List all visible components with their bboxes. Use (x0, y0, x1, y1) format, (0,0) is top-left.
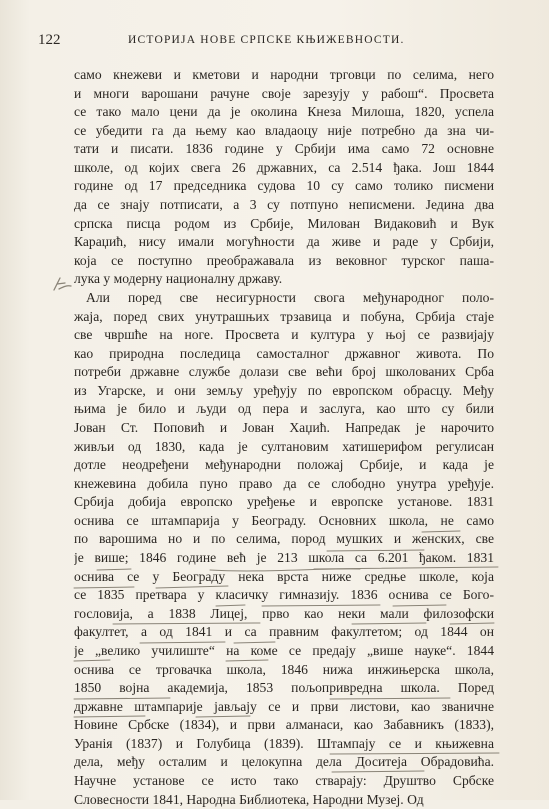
text-line: државне штампарије јављају се и први листови, као званичне (74, 698, 494, 714)
text-line: Али поред све несигурности свога међународног поло- (86, 289, 494, 305)
body-text (74, 66, 494, 809)
text-line: Јован Ст. Поповић и Јован Хаџић. Напредак је нарочито (74, 419, 494, 435)
text-line: Словесности 1841, Народна Библиотека, Народни Музеј. Од (74, 791, 424, 807)
text-line: и многи варошани рачуне своје зарезују у рабош“. Просвета (74, 85, 494, 101)
text-line: 1850 војна академија, 1853 пољопривредна школа. Поред (74, 680, 494, 696)
text-line: њима је било и људи од пера и заслуга, као што су били (74, 401, 494, 417)
text-line: кнежевина добила пуно право да се слободно унутра уређује. (74, 475, 494, 491)
text-line: гословија, а 1838 Лицеј, прво као неки мали филозофски (74, 605, 494, 621)
page-number: 122 (38, 32, 61, 48)
text-line: се убедити га да њему као владаоцу није потребно да зна чи- (74, 122, 494, 138)
text-line: оснива се у Београду нека врста ниже средње школе, која (74, 568, 494, 584)
text-line: Уранія (1837) и Голубица (1839). Штампају се и књижевна (74, 735, 494, 751)
text-line: Новине Србске (1834), и први алманаси, као Забавникъ (1833), (74, 717, 494, 733)
text-line: лука у модерну националну државу. (74, 271, 283, 287)
text-line: дотле неодређени међународни положај Србије, и када је (74, 457, 494, 473)
text-line: Караџић, нису имали могућности да живе и раде у Србији, (74, 234, 494, 250)
text-line: оснива се трговачка школа, 1846 нижа инжињерска школа, (74, 661, 494, 677)
text-line: потреби државне службе долази све већи број школованих Срба (74, 364, 494, 380)
text-line: српска писца родом из Србије, Милован Видаковић и Вук (74, 215, 494, 231)
text-line: оснива се штампарија у Београду. Основних школа, не само (74, 512, 494, 528)
text-line: је више; 1846 године већ је 213 школа са 6.201 ђаком. 1831 (74, 550, 494, 566)
page-header (38, 28, 498, 54)
text-line: да се знају потписати, а 3 су потпуно неписмени. Једина два (74, 197, 494, 213)
text-line: све чвршће на ноге. Просвета и култура у њој се развијају (74, 327, 494, 343)
text-line: живљи од 1830, када је султановим хатишерифом регулисан (74, 438, 494, 454)
text-line: по варошима но и по селима, пород мушких и женских, све (74, 531, 494, 547)
text-line: која се поступно преображавала из вековног турског паша- (74, 252, 494, 268)
text-line: из Угарске, и они земљу уређују по европском обрасцу. Међу (74, 382, 494, 398)
text-line: тати и писати. 1836 године у Србији има само 72 основне (74, 141, 494, 157)
text-line: је „велико училиште“ на коме се предају „више науке“. 1844 (74, 642, 494, 658)
text-line: године од 17 председника судова 10 су само толико писмени (74, 178, 494, 194)
running-title: ИСТОРИЈА НОВЕ СРПСКЕ КЊИЖЕВНОСТИ. (128, 34, 405, 46)
text-line: факултет, а од 1841 и са правним факултетом; од 1844 он (74, 624, 494, 640)
text-line: се тако мало цени да је околина Кнеза Милоша, 1820, успела (74, 104, 494, 120)
pencil-margin-mark-icon (50, 275, 74, 293)
text-line: дела, међу осталим и целокупна дела Доситеја Обрадовића. (74, 754, 494, 770)
text-line: се 1835 претвара у класичку гимназију. 1836 оснива се Бого- (74, 587, 494, 603)
text-line: само кнежеви и кметови и народни трговци по селима, него (74, 67, 494, 82)
text-line: жаја, поред свих унутрашњих трзавица и побуна, Србија стаје (74, 308, 494, 324)
text-line: школе, од којих свега 26 државних, са 2.514 ђака. Још 1844 (74, 159, 494, 175)
text-line: Србија добија европско уређење и европске установе. 1831 (74, 494, 494, 510)
text-line: Научне установе се исто тако стварају: Друштво Србске (74, 772, 494, 788)
text-line: као природна последица самосталног државног живота. По (74, 345, 494, 361)
